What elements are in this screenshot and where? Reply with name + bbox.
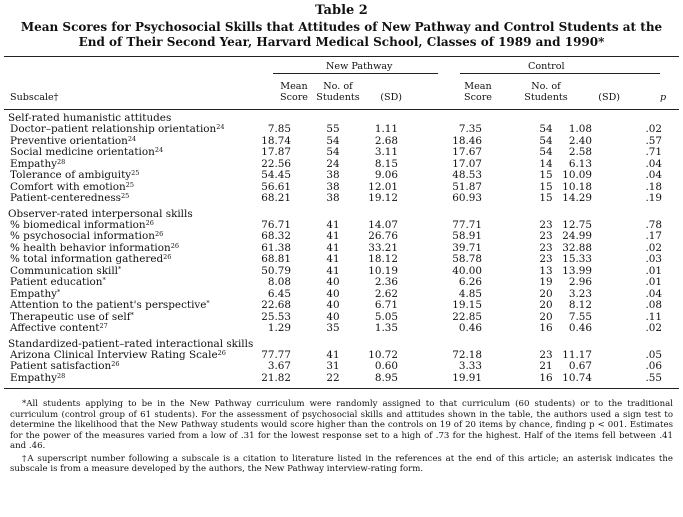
np-n-cell: 38 [326,169,340,181]
control-n-cell: 23 [539,218,553,231]
p-value-cell: .57 [645,134,662,147]
citation-mark: * [117,264,122,273]
subscale-name: Empathy [10,157,58,170]
control-mean-cell: 7.35 [458,123,482,135]
col-ct-sd: (SD) [598,92,620,103]
np-mean-cell: 21.82 [261,371,291,384]
citation-mark: 28 [57,371,66,380]
subscale-name: Arizona Clinical Interview Rating Scale [10,348,218,361]
np-n-cell: 55 [326,123,340,135]
np-mean-cell: 68.81 [261,253,291,265]
citation-mark: * [130,310,134,319]
p-value-cell: .02 [645,322,662,334]
subscale-cell [10,193,129,205]
control-sd-cell: 15.33 [562,253,592,265]
group-heading: Self-rated humanistic attitudes [8,112,172,124]
subscale-name: Doctor–patient relationship orientation [10,123,217,135]
np-n-cell: 31 [326,360,340,372]
np-n-cell: 40 [326,287,340,300]
np-n-cell: 38 [326,192,340,204]
subscale-name: Patient satisfaction [10,360,112,372]
subscale-cell [10,323,108,335]
table-body [0,112,683,384]
subscale-name: % psychosocial information [10,230,155,242]
col-np-sd: (SD) [380,92,402,103]
citation-mark: * [57,287,61,296]
control-mean-cell: 0.46 [458,322,482,334]
np-n-cell: 40 [326,276,340,288]
np-mean-cell: 77.77 [261,348,291,361]
control-sd-cell: 10.09 [562,169,592,181]
np-mean-cell: 17.87 [261,146,291,158]
control-n-cell: 23 [539,230,553,242]
np-sd-cell: 1.35 [374,322,398,334]
citation-mark: 25 [121,192,130,200]
control-mean-cell: 19.15 [452,299,482,311]
np-mean-cell: 22.68 [261,299,291,311]
np-mean-cell: 6.45 [267,287,291,300]
np-n-cell: 22 [326,371,340,384]
np-sd-cell: 0.60 [374,360,398,372]
np-n-cell: 38 [326,180,340,193]
control-n-cell: 20 [539,299,553,311]
control-mean-cell: 48.53 [452,169,482,181]
control-mean-cell: 19.91 [452,371,482,384]
p-value-cell: .04 [645,287,662,300]
control-sd-cell: 3.23 [568,287,592,300]
np-sd-cell: 10.19 [368,264,398,277]
control-n-cell: 19 [539,276,553,288]
subscale-name: % health behavior information [10,241,171,254]
subscale-name: Tolerance of ambiguity [10,169,132,181]
control-mean-cell: 77.71 [452,218,482,231]
control-n-cell: 15 [539,169,553,181]
np-sd-cell: 18.12 [368,253,398,265]
control-sd-cell: 12.75 [562,218,592,231]
footnote-asterisk: *All students applying to be in the New Pathway curriculum were randomly assigned to that curriculum (60 students) or to the traditional curriculum (control group of 61 students). For the assessment of psychosocial skills and attitudes shown in the table, the authors used a sign test to determine the likelihood that the New Pathway students would score higher than the controls on 19 of 20 items by chance, finding p < 001. Estimates for the power of the measures varied from a low of .31 for the lowest response set to a high of .73 for the highest. Half of the items fell between .41 and .46. [10,399,673,451]
control-mean-cell: 58.78 [452,253,482,265]
subscale-name: Communication skill [10,264,118,277]
control-n-cell: 15 [539,192,553,204]
np-sd-cell: 14.07 [368,218,398,231]
control-n-cell: 23 [539,348,553,361]
control-mean-cell: 60.93 [452,192,482,204]
control-sd-cell: 2.58 [568,146,592,158]
p-value-cell: .04 [645,169,662,181]
p-value-cell: .19 [645,192,662,204]
col-p: p [660,92,667,103]
control-n-cell: 21 [539,360,553,372]
p-value-cell: .17 [645,230,662,242]
table-row [0,323,683,335]
np-sd-cell: 6.71 [374,299,398,311]
subscale-name: Empathy [10,371,58,384]
np-n-cell: 54 [326,146,340,158]
p-value-cell: .02 [645,241,662,254]
group-heading: Standardized-patient–rated interactional skills [8,337,254,350]
p-value-cell: .11 [645,310,662,323]
subscale-name: Comfort with emotion [10,180,126,193]
np-mean-cell: 1.29 [267,322,291,334]
control-mean-cell: 17.67 [452,146,482,158]
col-np-n: No. of Students [316,81,360,103]
control-sd-cell: 0.67 [568,360,592,372]
control-sd-cell: 8.12 [568,299,592,311]
col-ct-n: No. of Students [524,81,568,103]
group-heading: Observer-rated interpersonal skills [8,207,193,220]
p-value-cell: .55 [645,371,662,384]
subscale-name: Social medicine orientation [10,146,155,158]
citation-mark: 24 [127,134,137,143]
subscale-name: % biomedical information [10,218,146,231]
p-value-cell: .01 [645,276,662,288]
np-mean-cell: 8.08 [267,276,291,288]
control-sd-cell: 13.99 [562,264,592,277]
subscale-name: Patient education [10,276,103,288]
table-row [0,373,683,385]
control-mean-cell: 40.00 [452,264,482,277]
np-n-cell: 35 [326,322,340,334]
p-value-cell: .71 [645,146,662,158]
np-sd-cell: 2.62 [374,287,398,300]
control-sd-cell: 7.55 [568,310,592,323]
control-mean-cell: 4.85 [458,287,482,300]
np-n-cell: 41 [326,348,340,361]
p-value-cell: .78 [645,218,662,231]
citation-mark: * [206,299,210,307]
control-n-cell: 16 [539,322,553,334]
citation-mark: 26 [111,360,120,368]
np-sd-cell: 26.76 [368,230,398,242]
p-value-cell: .18 [645,180,662,193]
control-sd-cell: 2.96 [568,276,592,288]
subscale-cell [10,373,65,385]
control-n-cell: 14 [539,157,553,170]
control-n-cell: 16 [539,371,553,384]
np-mean-cell: 76.71 [261,218,291,231]
np-sd-cell: 9.06 [374,169,398,181]
control-n-cell: 54 [539,134,553,147]
control-sd-cell: 6.13 [568,157,592,170]
subscale-name: Empathy [10,287,58,300]
control-n-cell: 15 [539,180,553,193]
control-sd-cell: 11.17 [562,348,592,361]
citation-mark: 26 [163,253,172,261]
header-rule [4,109,679,110]
np-mean-cell: 7.85 [267,123,291,135]
control-n-cell: 23 [539,253,553,265]
np-mean-cell: 25.53 [261,310,291,323]
np-sd-cell: 10.72 [368,348,398,361]
subscale-name: Preventive orientation [10,134,128,147]
p-value-cell: .02 [645,123,662,135]
subscale-name: Therapeutic use of self [10,310,131,323]
np-sd-cell: 33.21 [368,241,398,254]
np-mean-cell: 50.79 [261,264,291,277]
table-row [0,277,683,289]
citation-mark: 25 [131,169,140,177]
column-header [0,57,683,109]
np-n-cell: 24 [326,157,340,170]
np-n-cell: 41 [326,253,340,265]
control-mean-cell: 51.87 [452,180,482,193]
np-sd-cell: 2.36 [374,276,398,288]
group-header-new-pathway: New Pathway [326,61,393,72]
np-sd-cell: 2.68 [374,134,398,147]
np-n-cell: 40 [326,299,340,311]
control-n-cell: 20 [539,287,553,300]
np-mean-cell: 56.61 [261,180,291,193]
p-value-cell: .05 [645,348,662,361]
citation-mark: * [102,276,106,284]
control-sd-cell: 2.40 [568,134,592,147]
control-mean-cell: 18.46 [452,134,482,147]
np-n-cell: 41 [326,218,340,231]
np-n-cell: 54 [326,134,340,147]
control-sd-cell: 10.74 [562,371,592,384]
footnote-dagger: †A superscript number following a subscale is a citation to literature listed in the references at the end of this article; an asterisk indicates the subscale is from a measure developed by the authors, the New Pathway interview-rating form. [10,453,673,474]
subscale-name: Patient-centeredness [10,192,122,204]
control-n-cell: 54 [539,123,553,135]
np-mean-cell: 68.32 [261,230,291,242]
p-value-cell: .04 [645,157,662,170]
control-mean-cell: 72.18 [452,348,482,361]
subscale-name: % total information gathered [10,253,164,265]
control-sd-cell: 1.08 [568,123,592,135]
p-value-cell: .06 [645,360,662,372]
table-row [0,193,683,205]
citation-mark: 27 [99,322,108,330]
citation-mark: 24 [154,146,164,154]
np-sd-cell: 8.95 [374,371,398,384]
control-n-cell: 23 [539,241,553,254]
p-value-cell: .08 [645,299,662,311]
col-subscale: Subscale† [10,92,59,103]
control-mean-cell: 3.33 [458,360,482,372]
control-mean-cell: 6.26 [458,276,482,288]
table-label: Table 2 [315,3,368,18]
table-title: Mean Scores for Psychosocial Skills that Attitudes of New Pathway and Control Students at the End of Their Second Year, Harvard Medical School, Classes of 1989 and 1990* [20,20,663,49]
table-row [0,147,683,159]
control-n-cell: 20 [539,310,553,323]
np-sd-cell: 1.11 [374,123,398,135]
subscale-name: Affective content [10,322,100,334]
np-n-cell: 41 [326,241,340,254]
control-n-cell: 54 [539,146,553,158]
np-mean-cell: 68.21 [261,192,291,204]
np-mean-cell: 18.74 [261,134,291,147]
citation-mark: 26 [170,241,179,250]
control-rule [460,73,660,74]
control-sd-cell: 24.99 [562,230,592,242]
citation-mark: 26 [154,230,164,238]
np-n-cell: 41 [326,264,340,277]
np-n-cell: 41 [326,230,340,242]
np-mean-cell: 22.56 [261,157,291,170]
citation-mark: 24 [216,123,225,131]
control-sd-cell: 0.46 [568,322,592,334]
p-value-cell: .03 [645,253,662,265]
np-sd-cell: 3.11 [374,146,398,158]
citation-mark: 26 [145,218,154,227]
control-mean-cell: 22.85 [452,310,482,323]
control-sd-cell: 14.29 [562,192,592,204]
citation-mark: 25 [125,180,134,189]
subscale-name: Attention to the patient's perspective [10,299,207,311]
np-n-cell: 40 [326,310,340,323]
control-n-cell: 13 [539,264,553,277]
np-sd-cell: 12.01 [368,180,398,193]
control-sd-cell: 32.88 [562,241,592,254]
control-mean-cell: 17.07 [452,157,482,170]
citation-mark: 26 [217,348,226,357]
col-ct-mean: Mean Score [464,81,492,103]
control-mean-cell: 39.71 [452,241,482,254]
np-mean-cell: 54.45 [261,169,291,181]
np-sd-cell: 19.12 [368,192,398,204]
np-mean-cell: 61.38 [261,241,291,254]
table-row [0,361,683,373]
p-value-cell: .01 [645,264,662,277]
new-pathway-rule [273,73,438,74]
col-np-mean: Mean Score [280,81,308,103]
citation-mark: 28 [57,157,66,166]
np-sd-cell: 8.15 [374,157,398,170]
group-header-control: Control [528,61,565,72]
bottom-rule [4,388,679,389]
control-mean-cell: 58.91 [452,230,482,242]
np-mean-cell: 3.67 [267,360,291,372]
np-sd-cell: 5.05 [374,310,398,323]
control-sd-cell: 10.18 [562,180,592,193]
